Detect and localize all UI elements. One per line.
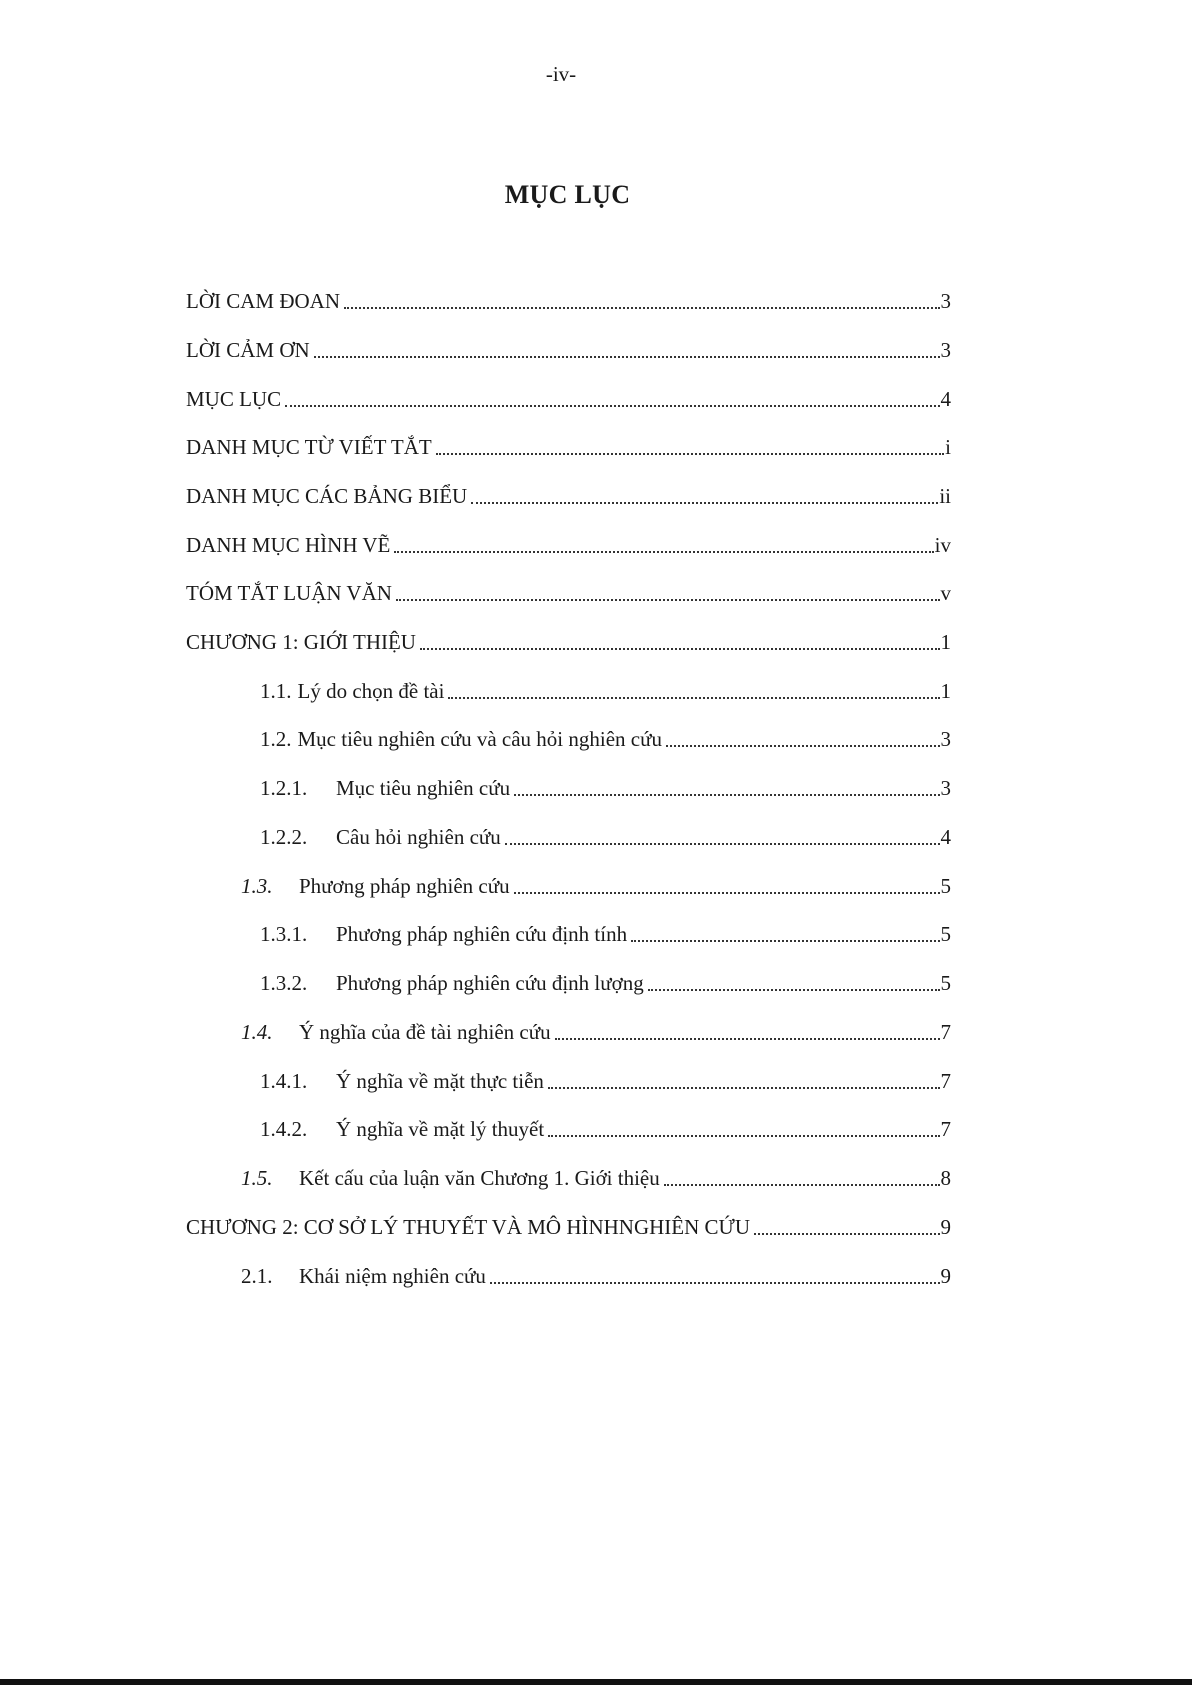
toc-entry[interactable] [260, 968, 951, 998]
toc-entry[interactable] [260, 676, 951, 706]
page-title: MỤC LỤC [504, 180, 631, 209]
toc-entry-page: 1 [940, 679, 951, 703]
toc-entry[interactable] [186, 1212, 951, 1242]
toc-entry[interactable] [241, 1163, 951, 1193]
toc-entry-number: 1.1. [260, 679, 292, 703]
dot-leader [631, 940, 939, 942]
toc-entry[interactable] [186, 481, 951, 511]
toc-entry-number: 1.2.1. [260, 776, 308, 800]
toc-entry-text: Ý nghĩa về mặt lý thuyết [336, 1117, 545, 1141]
dot-leader [555, 1038, 940, 1040]
toc-entry-page: 9 [940, 1215, 951, 1239]
toc-entry-number: 1.3.2. [260, 971, 308, 995]
toc-entry-text: Khái niệm nghiên cứu [299, 1264, 486, 1288]
dot-leader [505, 843, 940, 845]
dot-leader [514, 794, 939, 796]
toc-entry-number: 1.5. [241, 1166, 273, 1190]
page-number: -iv- [545, 62, 577, 86]
toc-entry-number: 1.3. [241, 874, 273, 898]
toc-entry-page: 8 [940, 1166, 951, 1190]
toc-entry-text: LỜI CAM ĐOAN [186, 289, 340, 313]
dot-leader [664, 1184, 940, 1186]
toc-entry[interactable] [260, 1114, 951, 1144]
dot-leader [514, 892, 940, 894]
toc-entry-text: Mục tiêu nghiên cứu và câu hỏi nghiên cứu [297, 727, 662, 751]
dot-leader [648, 989, 940, 991]
dot-leader [448, 697, 939, 699]
toc-entry[interactable] [260, 773, 951, 803]
dot-leader [314, 356, 940, 358]
toc-entry[interactable] [186, 286, 951, 316]
toc-entry-page: 4 [940, 387, 951, 411]
toc-entry-page: 5 [940, 922, 951, 946]
toc-entry-page: 1 [940, 630, 951, 654]
toc-entry-text: DANH MỤC CÁC BẢNG BIỂU [186, 484, 468, 508]
toc-entry-text: Câu hỏi nghiên cứu [336, 825, 501, 849]
dot-leader [754, 1233, 939, 1235]
toc-entry-text: MỤC LỤC [186, 387, 282, 411]
toc-entry-text: DANH MỤC TỪ VIẾT TẮT [186, 435, 432, 459]
dot-leader [471, 502, 938, 504]
toc-entry-text: Phương pháp nghiên cứu [299, 874, 510, 898]
toc-entry[interactable] [241, 1261, 951, 1291]
dot-leader [420, 648, 940, 650]
toc-entry[interactable] [186, 384, 951, 414]
toc-entry-page: 4 [940, 825, 951, 849]
toc-entry[interactable] [260, 919, 951, 949]
toc-entry[interactable] [241, 871, 951, 901]
toc-entry-text: Lý do chọn đề tài [297, 679, 445, 703]
toc-entry-page: v [940, 581, 951, 605]
toc-entry[interactable] [260, 1066, 951, 1096]
toc-entry-text: Kết cấu của luận văn Chương 1. Giới thiệu [299, 1166, 660, 1190]
toc-entry-page: 5 [940, 874, 951, 898]
toc-entry-page: i [945, 435, 951, 459]
dot-leader [548, 1087, 940, 1089]
toc-entry-number: 1.4.2. [260, 1117, 308, 1141]
dot-leader [285, 405, 939, 407]
toc-entry-text: Ý nghĩa về mặt thực tiễn [336, 1069, 544, 1093]
toc-entry-text: Phương pháp nghiên cứu định tính [336, 922, 628, 946]
toc-entry-page: 5 [940, 971, 951, 995]
toc-entry-number: 1.2.2. [260, 825, 308, 849]
toc-entry-number: 1.2. [260, 727, 292, 751]
toc-entry-number: 1.4.1. [260, 1069, 308, 1093]
toc-entry-page: 3 [940, 776, 951, 800]
toc-entry-text: DANH MỤC HÌNH VẼ [186, 533, 391, 557]
toc-entry-text: Phương pháp nghiên cứu định lượng [336, 971, 644, 995]
toc-entry[interactable] [186, 335, 951, 365]
toc-entry-text: TÓM TẮT LUẬN VĂN [186, 581, 392, 605]
toc-entry-page: 3 [940, 289, 951, 313]
toc-entry-text: CHƯƠNG 1: GIỚI THIỆU [186, 630, 416, 654]
dot-leader [396, 599, 940, 601]
toc-entry[interactable] [186, 432, 951, 462]
toc-entry-text: CHƯƠNG 2: CƠ SỞ LÝ THUYẾT VÀ MÔ HÌNHNGHIÊN CỨU [186, 1215, 751, 1239]
dot-leader [344, 307, 940, 309]
toc-entry[interactable] [260, 822, 951, 852]
toc-entry-page: 7 [940, 1069, 951, 1093]
toc-entry[interactable] [186, 530, 951, 560]
dot-leader [666, 745, 940, 747]
dot-leader [548, 1135, 939, 1137]
toc-entry-page: 3 [940, 727, 951, 751]
toc-entry-number: 2.1. [241, 1264, 273, 1288]
toc-entry-page: 7 [940, 1117, 951, 1141]
toc-entry[interactable] [186, 627, 951, 657]
toc-entry-page: 9 [940, 1264, 951, 1288]
toc-entry-text: LỜI CẢM ƠN [186, 338, 310, 362]
toc-entry-page: iv [934, 533, 951, 557]
toc-entry-page: ii [939, 484, 951, 508]
toc-entry[interactable] [186, 578, 951, 608]
dot-leader [436, 453, 944, 455]
toc-entry-text: Mục tiêu nghiên cứu [336, 776, 511, 800]
dot-leader [394, 551, 933, 553]
toc-entry-number: 1.4. [241, 1020, 273, 1044]
toc-entry-number: 1.3.1. [260, 922, 308, 946]
toc-entry-text: Ý nghĩa của đề tài nghiên cứu [299, 1020, 551, 1044]
toc-entry[interactable] [260, 724, 951, 754]
bottom-edge-bar [0, 1679, 1192, 1685]
dot-leader [490, 1282, 940, 1284]
toc-entry-page: 7 [940, 1020, 951, 1044]
toc-entry-page: 3 [940, 338, 951, 362]
toc-entry[interactable] [241, 1017, 951, 1047]
